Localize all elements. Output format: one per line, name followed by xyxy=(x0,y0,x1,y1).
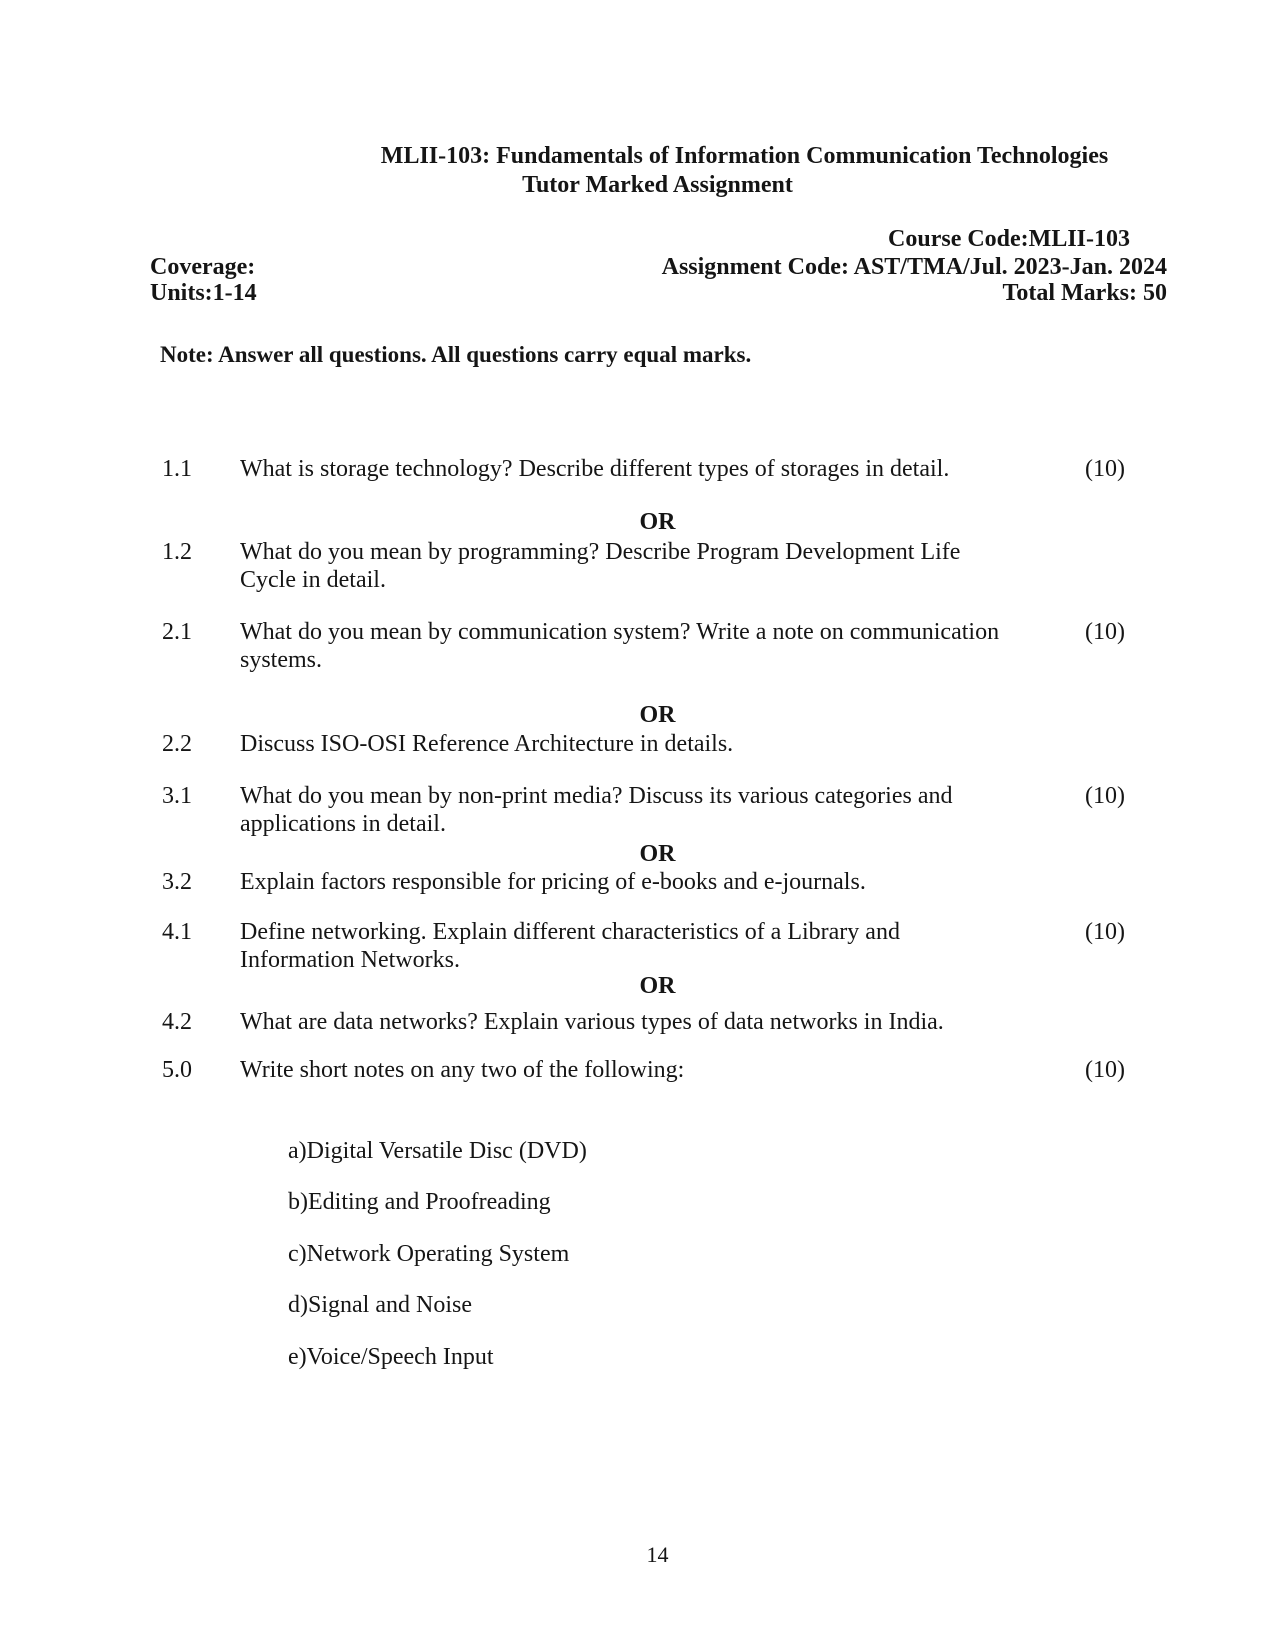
or-separator: OR xyxy=(639,973,676,999)
question-marks: (10) xyxy=(1085,619,1125,645)
question-marks: (10) xyxy=(1085,919,1125,945)
or-separator: OR xyxy=(639,841,676,867)
page-number: 14 xyxy=(646,1542,669,1567)
question-text: What do you mean by communication system? Write a note on communication systems. xyxy=(240,619,1000,673)
question-marks: (10) xyxy=(1085,783,1125,809)
question-text: What is storage technology? Describe different types of storages in detail. xyxy=(240,456,950,482)
question-number: 1.2 xyxy=(162,539,192,565)
question-text: What are data networks? Explain various types of data networks in India. xyxy=(240,1009,944,1035)
question-text: Write short notes on any two of the following: xyxy=(240,1057,685,1083)
short-note-option: b)Editing and Proofreading xyxy=(288,1189,551,1215)
question-number: 5.0 xyxy=(162,1057,192,1083)
short-note-option: e)Voice/Speech Input xyxy=(288,1344,494,1370)
coverage-label: Coverage: xyxy=(150,254,256,280)
question-number: 1.1 xyxy=(162,456,192,482)
question-number: 3.2 xyxy=(162,869,192,895)
question-marks: (10) xyxy=(1085,1057,1125,1083)
question-number: 4.2 xyxy=(162,1009,192,1035)
short-note-option: a)Digital Versatile Disc (DVD) xyxy=(288,1138,587,1164)
question-text: What do you mean by non-print media? Discuss its various categories and applications in detail. xyxy=(240,783,953,837)
document-subtitle: Tutor Marked Assignment xyxy=(522,172,793,198)
question-number: 2.1 xyxy=(162,619,192,645)
short-note-option: c)Network Operating System xyxy=(288,1241,570,1267)
short-note-option: d)Signal and Noise xyxy=(288,1292,472,1318)
question-number: 4.1 xyxy=(162,919,192,945)
assignment-code: Assignment Code: AST/TMA/Jul. 2023-Jan. 2024 xyxy=(661,254,1167,280)
or-separator: OR xyxy=(639,702,676,728)
document-title: MLII-103: Fundamentals of Information Communication Technologies xyxy=(380,143,1109,169)
question-number: 3.1 xyxy=(162,783,192,809)
question-text: What do you mean by programming? Describe Program Development Life Cycle in detail. xyxy=(240,539,961,593)
question-text: Discuss ISO-OSI Reference Architecture in details. xyxy=(240,731,734,757)
question-number: 2.2 xyxy=(162,731,192,757)
question-text: Explain factors responsible for pricing of e-books and e-journals. xyxy=(240,869,866,895)
note-line: Note: Answer all questions. All questions carry equal marks. xyxy=(160,342,752,367)
question-text: Define networking. Explain different characteristics of a Library and Information Networks. xyxy=(240,919,900,973)
course-code: Course Code:MLII-103 xyxy=(888,226,1130,252)
question-marks: (10) xyxy=(1085,456,1125,482)
total-marks: Total Marks: 50 xyxy=(1002,280,1167,306)
or-separator: OR xyxy=(639,509,676,535)
units-label: Units:1-14 xyxy=(150,280,257,306)
